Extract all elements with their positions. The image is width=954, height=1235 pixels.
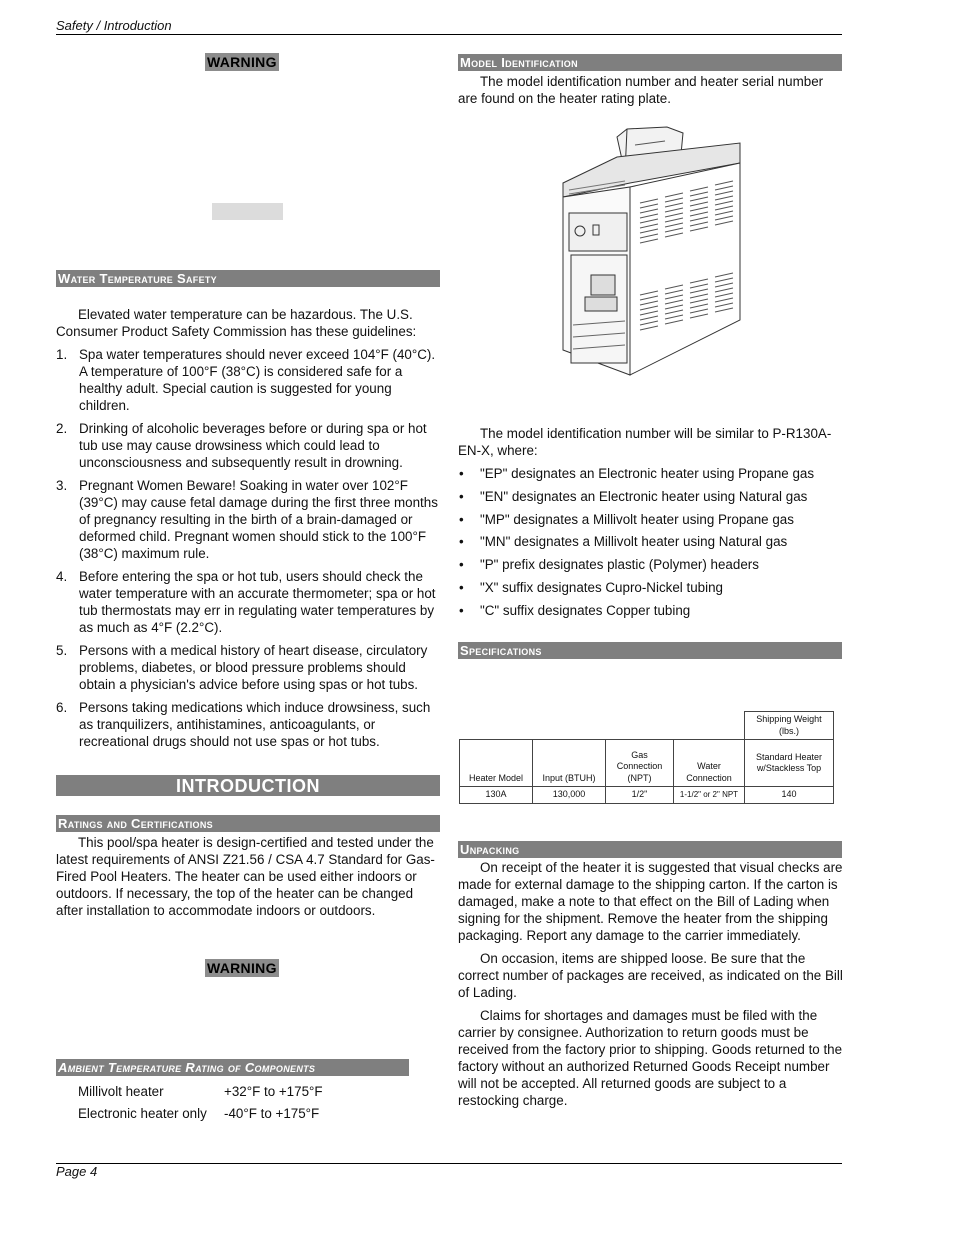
section-heading-specifications: Specifications	[458, 642, 842, 659]
bullet-icon: •	[459, 466, 464, 481]
ambient-row-millivolt	[78, 1084, 323, 1099]
col-header: Gas Connection (NPT)	[606, 740, 674, 787]
table-cell: 1-1/2" or 2" NPT	[674, 787, 745, 804]
list-item	[56, 568, 440, 636]
model-id-after-text: The model identification number will be similar to P-R130A-EN-X, where:	[458, 426, 832, 458]
list-text: "P" prefix designates plastic (Polymer) headers	[480, 557, 759, 573]
table-cell: 130A	[460, 787, 533, 804]
ambient-value: +32°F to +175°F	[224, 1084, 323, 1099]
table-cell: 1/2"	[606, 787, 674, 804]
section-heading-model-identification: Model Identification	[458, 54, 842, 71]
ambient-label: Electronic heater only	[78, 1106, 207, 1121]
model-id-text: The model identification number and heater serial number are found on the heater rating plate.	[458, 74, 824, 106]
table-header-row	[460, 740, 834, 787]
unpacking-body	[458, 859, 844, 1109]
list-text: Before entering the spa or hot tub, users should check the water temperature with an accurate thermometer; spa or hot tub thermostats may err in regulating water temperatures by as much as 4°F (2.2°C).	[79, 569, 436, 635]
bullet-icon: •	[459, 488, 464, 504]
list-text: "MP" designates a Millivolt heater using Propane gas	[480, 511, 794, 527]
table-row	[460, 787, 834, 804]
list-text: "X" suffix designates Cupro-Nickel tubing	[480, 579, 723, 595]
specifications-table	[459, 711, 834, 804]
list-item	[458, 465, 844, 482]
bullet-icon: •	[459, 602, 464, 618]
list-text: Persons taking medications which induce drowsiness, such as tranquilizers, antihistamines, anticoagulants, or recreational drugs should not use spas or hot tubs.	[79, 700, 431, 749]
list-text: Persons with a medical history of heart disease, circulatory problems, diabetes, or blood pressure problems should obtain a physician's advice before using spas or hot tubs.	[79, 643, 428, 692]
list-item	[56, 699, 440, 750]
ambient-value: -40°F to +175°F	[224, 1106, 320, 1121]
list-text: Pregnant Women Beware! Soaking in water over 102°F (39°C) may cause fetal damage during the first three months of pregnancy resulting in the birth of a brain-damaged or deformed child. Pregnant women should stick to the 100°F (38°C) maximum rule.	[79, 478, 438, 561]
col-header: Input (BTUH)	[533, 740, 606, 787]
col-header: Standard Heater w/Stackless Top	[745, 740, 834, 787]
list-text: Drinking of alcoholic beverages before or during spa or hot tub use may cause drowsiness which could lead to unconsciousness and subsequently result in drowning.	[79, 421, 427, 470]
ambient-row-electronic	[78, 1106, 319, 1121]
table-cell: 130,000	[533, 787, 606, 804]
list-number: 5.	[56, 643, 68, 658]
bullet-icon: •	[459, 579, 464, 595]
shipping-weight-header: Shipping Weight (lbs.)	[745, 712, 834, 740]
list-item	[458, 602, 844, 619]
list-number: 4.	[56, 569, 68, 584]
section-heading-water-temperature: Water Temperature Safety	[56, 270, 440, 287]
model-id-details	[458, 425, 844, 625]
water-temperature-intro: Elevated water temperature can be hazardous. The U.S. Consumer Product Safety Commission has these guidelines:	[56, 307, 417, 339]
list-item	[458, 488, 844, 505]
water-temperature-body	[56, 306, 440, 756]
bullet-icon: •	[459, 511, 464, 527]
list-number: 1.	[56, 347, 68, 362]
list-item	[458, 511, 844, 528]
running-header: Safety / Introduction	[56, 18, 172, 33]
model-id-intro-body	[458, 73, 844, 107]
section-heading-ambient: Ambient Temperature Rating of Components	[56, 1059, 409, 1076]
ratings-text: This pool/spa heater is design-certified and tested under the latest requirements of ANSI Z21.56 / CSA 4.7 Standard for Gas-Fired Pool Heaters. The heater can be used either indoors or outdoors. If necessary, the top of the heater can be changed after installation to accommodate indoors or outdoors.	[56, 835, 435, 918]
introduction-title: INTRODUCTION	[56, 775, 440, 796]
page-number: Page 4	[56, 1164, 98, 1179]
section-heading-ratings: Ratings and Certifications	[56, 815, 440, 832]
list-text: "C" suffix designates Copper tubing	[480, 602, 691, 618]
footer-rule	[56, 1163, 842, 1164]
guidelines-list	[56, 346, 440, 750]
warning-label-2: WARNING	[207, 960, 277, 976]
ambient-label: Millivolt heater	[78, 1084, 164, 1099]
list-item	[56, 477, 440, 562]
warning-label: WARNING	[207, 54, 277, 70]
ratings-body	[56, 834, 440, 919]
table-group-header-row	[460, 712, 834, 740]
list-item	[458, 556, 844, 573]
heater-illustration	[555, 125, 745, 385]
col-header: Water Connection	[674, 740, 745, 787]
list-text: "MN" designates a Millivolt heater using Natural gas	[480, 534, 788, 550]
list-item	[56, 420, 440, 471]
list-number: 2.	[56, 421, 68, 436]
list-item	[56, 642, 440, 693]
list-text: Spa water temperatures should never exceed 104°F (40°C). A temperature of 100°F (38°C) is considered safe for a healthy adult. Special caution is suggested for young children.	[79, 347, 436, 413]
list-number: 6.	[56, 700, 68, 715]
bullet-icon: •	[459, 557, 464, 573]
list-number: 3.	[56, 478, 68, 493]
model-code-list	[458, 465, 844, 619]
list-text: "EP" designates an Electronic heater using Propane gas	[480, 466, 815, 481]
blank-placeholder-box	[212, 203, 283, 220]
list-item	[458, 533, 844, 550]
list-item	[458, 579, 844, 596]
unpacking-para: Claims for shortages and damages must be filed with the carrier by consignee. Authorization to return goods must be received from the factory prior to shipping. Goods returned to the factory without an authorized Returned Goods Receipt number will not be accepted. All returned goods are subject to a restocking charge.	[458, 1008, 843, 1108]
section-heading-unpacking: Unpacking	[458, 841, 842, 858]
unpacking-para: On receipt of the heater it is suggested that visual checks are made for external damage to the shipping carton. If the carton is damaged, make a note to that effect on the Bill of Lading when signing for the shipment. Remove the heater from the shipping packaging. Report any damage to the carrier immediately.	[458, 860, 843, 943]
table-cell: 140	[745, 787, 834, 804]
col-header: Heater Model	[460, 740, 533, 787]
bullet-icon: •	[459, 534, 464, 550]
header-rule	[56, 34, 842, 35]
unpacking-para: On occasion, items are shipped loose. Be sure that the correct number of packages are received, as indicated on the Bill of Lading.	[458, 951, 843, 1000]
list-text: "EN" designates an Electronic heater using Natural gas	[480, 488, 808, 504]
list-item	[56, 346, 440, 414]
